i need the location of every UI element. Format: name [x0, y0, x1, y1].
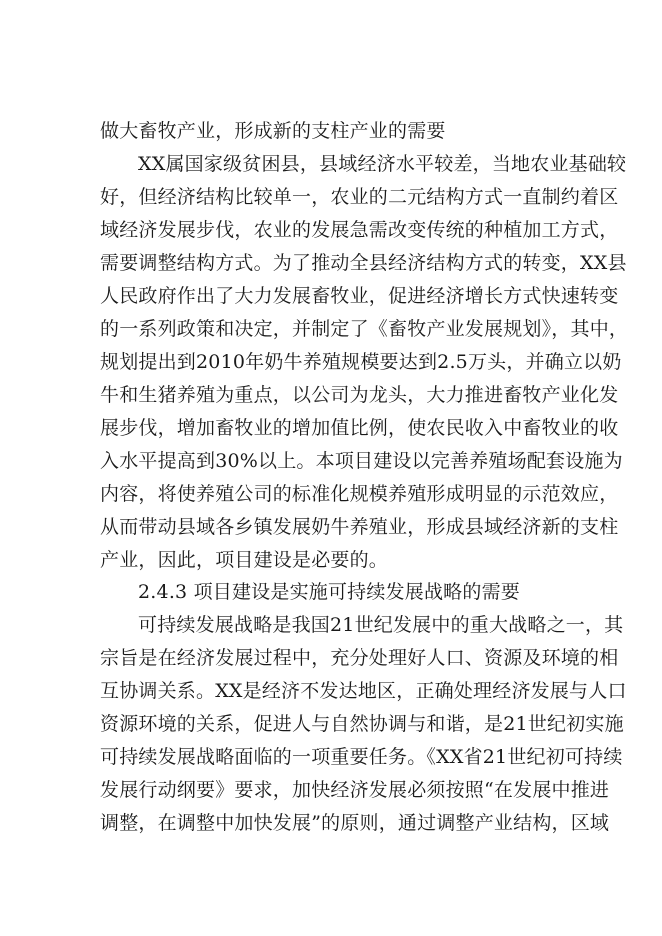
paragraph-1-line-1: XX属国家级贫困县，县域经济水平较差，当地农业基础较 [138, 153, 627, 175]
paragraph-2-line-3: 互协调关系。XX是经济不发达地区，正确处理经济发展与人口 [100, 680, 627, 702]
paragraph-1-line-10: 入水平提高到30%以上。本项目建设以完善养殖场配套设施为 [100, 450, 623, 472]
paragraph-1-line-3: 域经济发展步伐，农业的发展急需改变传统的种植加工方式， [100, 219, 619, 241]
paragraph-1-line-7: 规划提出到2010年奶牛养殖规模要达到2.5万头，并确立以奶 [100, 351, 622, 373]
paragraph-2-line-4: 资源环境的关系，促进人与自然协调与和谐，是21世纪初实施 [100, 713, 624, 735]
paragraph-1-line-5: 人民政府作出了大力发展畜牧业，促进经济增长方式快速转变 [100, 285, 619, 307]
paragraph-2-line-5: 可持续发展战略面临的一项重要任务。《XX省21世纪初可持续 [100, 746, 623, 768]
paragraph-1-line-6: 的一系列政策和决定，并制定了《畜牧产业发展规划》，其中， [100, 318, 629, 340]
paragraph-1-line-9: 展步伐，增加畜牧业的增加值比例，使农民收入中畜牧业的收 [100, 417, 619, 439]
paragraph-2-line-2: 宗旨是在经济发展过程中，充分处理好人口、资源及环境的相 [100, 647, 619, 669]
paragraph-1-line-13: 产业，因此，项目建设是必要的。 [100, 549, 389, 571]
paragraph-1-line-8: 牛和生猪养殖为重点，以公司为龙头，大力推进畜牧产业化发 [100, 384, 619, 406]
text-line-1: 做大畜牧产业，形成新的支柱产业的需要 [100, 120, 446, 142]
paragraph-1-line-2: 好，但经济结构比较单一，农业的二元结构方式一直制约着区 [100, 186, 619, 208]
section-heading-2-4-3: 2.4.3 项目建设是实施可持续发展战略的需要 [138, 581, 520, 603]
paragraph-1-line-12: 从而带动县域各乡镇发展奶牛养殖业，形成县域经济新的支柱 [100, 516, 619, 538]
paragraph-2-line-7: 调整，在调整中加快发展”的原则，通过调整产业结构，区域 [100, 812, 610, 834]
paragraph-1-line-11: 内容，将使养殖公司的标准化规模养殖形成明显的示范效应， [100, 483, 619, 505]
paragraph-2-line-6: 发展行动纲要》要求，加快经济发展必须按照“在发展中推进 [100, 779, 610, 801]
paragraph-2-line-1: 可持续发展战略是我国21世纪发展中的重大战略之一，其 [138, 614, 624, 636]
paragraph-1-line-4: 需要调整结构方式。为了推动全县经济结构方式的转变，XX县 [100, 252, 627, 274]
